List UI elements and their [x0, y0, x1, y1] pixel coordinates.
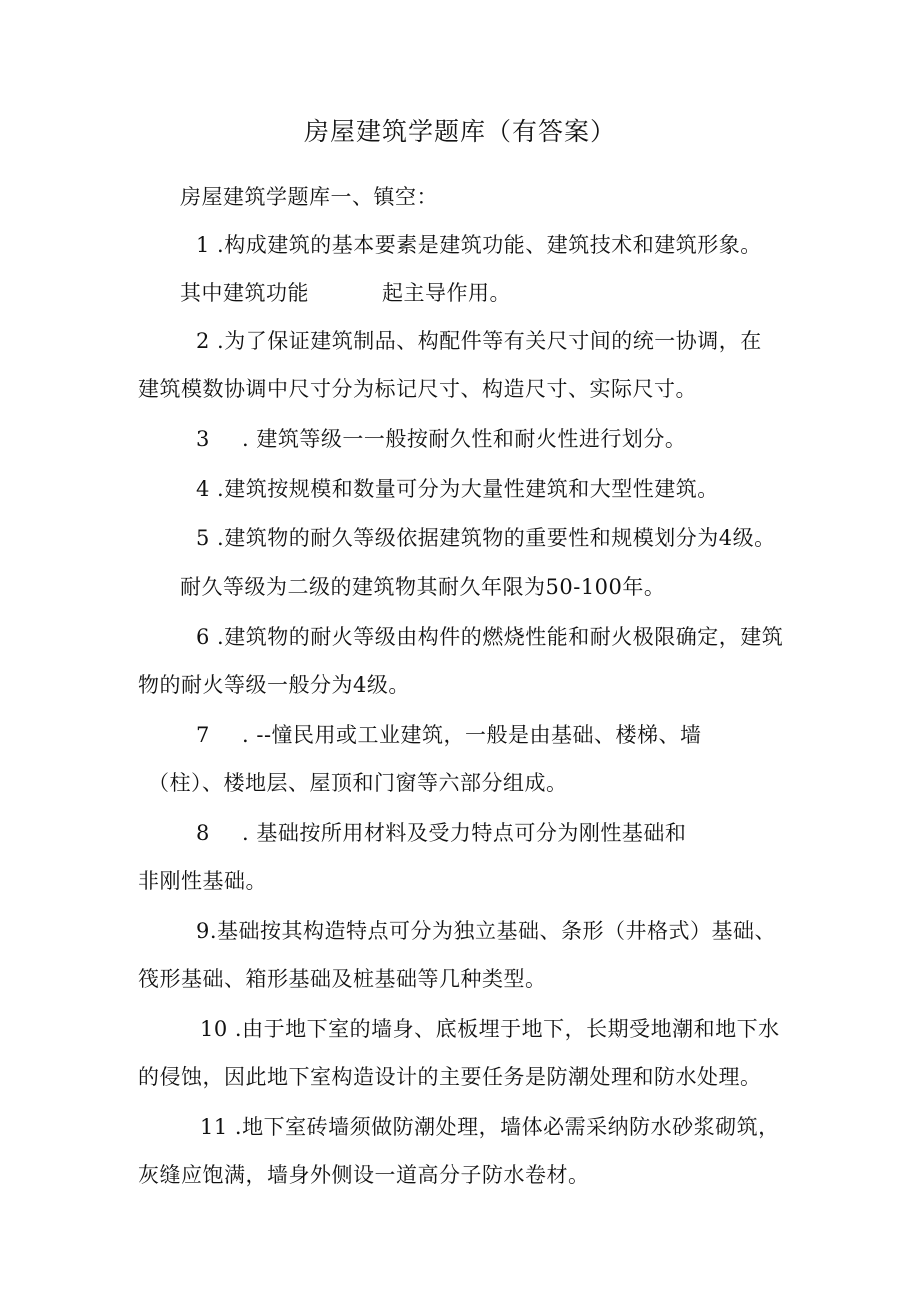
text-line-3: 2 .为了保证建筑制品、构配件等有关尺寸间的统一协调，在 [196, 329, 762, 353]
text-line-17: 10 .由于地下室的墙身、底板埋于地下，长期受地潮和地下水 [200, 1017, 780, 1041]
item-number-8: 8 [196, 821, 210, 845]
text-line-10: 物的耐火等级一般分为4级。 [138, 673, 410, 697]
document-title: 房屋建筑学题库（有答案） [303, 117, 616, 146]
text-line-12: （柱）、楼地层、屋顶和门窗等六部分组成。 [148, 771, 568, 795]
text-line-18: 的侵蚀，因此地下室构造设计的主要任务是防潮处理和防水处理。 [138, 1065, 762, 1089]
item-number-3: 3 [196, 427, 210, 451]
text-line-8: 耐久等级为二级的建筑物其耐久年限为50-100年。 [180, 575, 666, 599]
text-line-4: 建筑模数协调中尺寸分为标记尺寸、构造尺寸、实际尺寸。 [138, 377, 697, 401]
section-heading: 房屋建筑学题库一、镇空： [180, 185, 438, 209]
text-line-1: 1 .构成建筑的基本要素是建筑功能、建筑技术和建筑形象。 [196, 233, 762, 257]
text-line-15: 9.基础按其构造特点可分为独立基础、条形（井格式）基础、 [196, 919, 777, 943]
text-line-7: 5 .建筑物的耐久等级依据建筑物的重要性和规模划分为4级。 [196, 526, 776, 550]
text-line-20: 灰缝应饱满，墙身外侧设一道高分子防水卷材。 [138, 1163, 590, 1187]
text-line-19: 11 .地下室砖墙须做防潮处理，墙体必需采纳防水砂浆砌筑， [200, 1115, 780, 1139]
text-line-2b: 起主导作用。 [382, 281, 511, 305]
text-line-11: . --憧民用或工业建筑，一般是由基础、楼梯、墙 [242, 723, 702, 747]
text-line-6: 4 .建筑按规模和数量可分为大量性建筑和大型性建筑。 [196, 477, 719, 501]
text-line-14: 非刚性基础。 [138, 869, 267, 893]
item-number-7: 7 [196, 723, 210, 747]
text-line-2a: 其中建筑功能 [180, 281, 309, 305]
text-line-9: 6 .建筑物的耐火等级由构件的燃烧性能和耐火极限确定，建筑 [196, 625, 784, 649]
text-line-16: 筏形基础、箱形基础及桩基础等几种类型。 [138, 967, 547, 991]
text-line-13: . 基础按所用材料及受力特点可分为刚性基础和 [242, 821, 687, 845]
text-line-5: . 建筑等级一一般按耐久性和耐火性进行划分。 [242, 427, 687, 451]
